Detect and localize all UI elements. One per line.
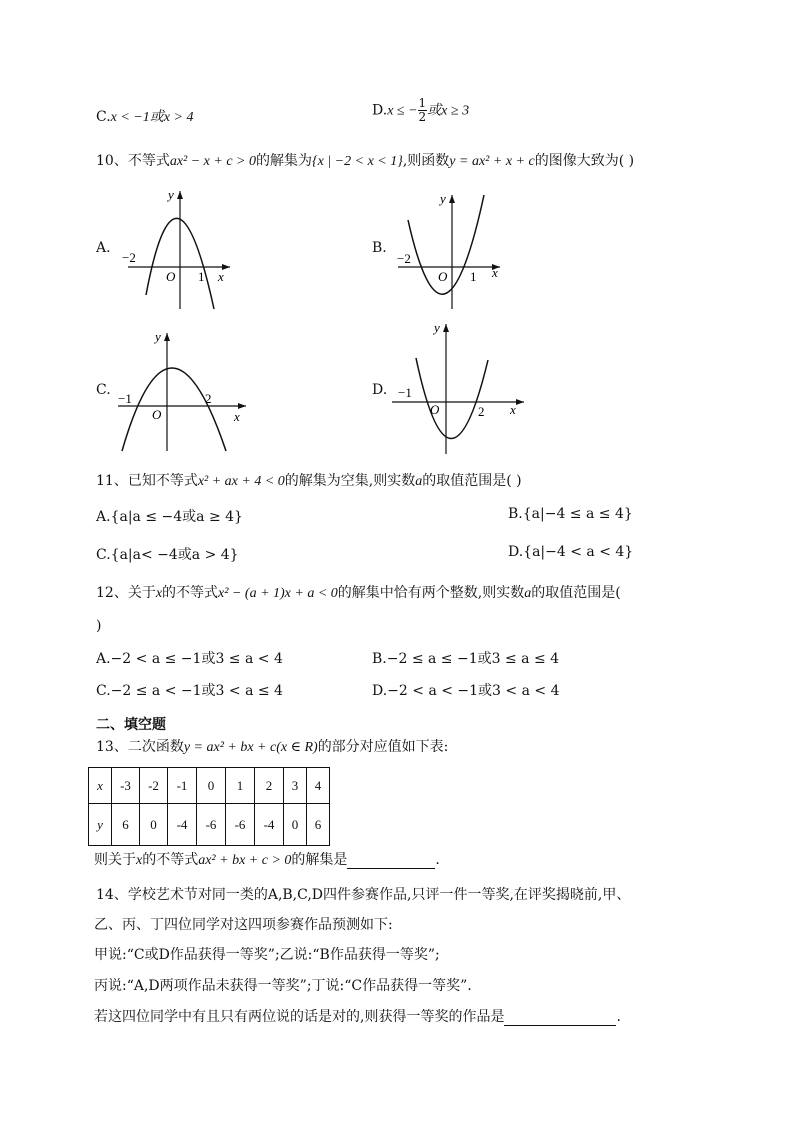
table-cell: -3: [112, 768, 140, 804]
parabola-curve: [122, 368, 226, 451]
q12-text: 的取值范围是(: [531, 585, 621, 601]
q14-period: .: [616, 1009, 621, 1025]
q9-option-c: [96, 106, 193, 126]
table-cell: -4: [168, 804, 197, 846]
y-axis-arrow: [443, 324, 449, 332]
q11-option-a: A.{a|a ≤ −4或a ≥ 4}: [96, 509, 243, 525]
left-root-label: −2: [397, 251, 411, 266]
q13-text: 的部分对应值如下表:: [317, 739, 449, 755]
graph-a: [112, 185, 242, 315]
q12-text: 的不等式: [162, 585, 219, 601]
q12-option-b: B.−2 ≤ a ≤ −1或3 ≤ a ≤ 4: [372, 651, 560, 667]
q11-option-d: D.{a|−4 < a < 4}: [508, 544, 634, 560]
q9-option-c-math: x < −1或x > 4: [110, 110, 194, 125]
q13-text: 二次函数: [127, 739, 184, 755]
origin-label: O: [430, 402, 440, 417]
graph-d: [388, 318, 528, 458]
y-axis-arrow: [177, 191, 183, 199]
q9-option-d: [372, 97, 469, 124]
question-number: 13、: [96, 739, 128, 755]
q13-text: 的不等式: [142, 852, 199, 868]
q14-text: 学校艺术节对同一类的A,B,C,D四件参赛作品,只评一件一等奖,在评奖揭晓前,甲、: [127, 887, 631, 903]
question-number: 14、: [96, 887, 128, 903]
q10-inequality: ax² − x + c > 0: [169, 154, 257, 169]
q13-function: y = ax² + bx + c(x ∈ R): [183, 740, 318, 755]
y-axis-arrow: [164, 333, 170, 341]
fraction-denominator: 2: [418, 110, 427, 124]
q11-text: 的解集为空集,则实数: [284, 473, 416, 489]
x-axis-label: x: [218, 269, 224, 284]
question-number: 10、: [96, 153, 128, 169]
q11-stem: [96, 470, 522, 490]
x-axis-label: x: [492, 265, 498, 280]
q14-line-2: 乙、丙、丁四位同学对这四项参赛作品预测如下:: [94, 917, 393, 933]
table-cell: -2: [140, 768, 168, 804]
q9-option-d-math-a: x ≤ −: [387, 103, 418, 119]
q11-option-b: B.{a|−4 ≤ a ≤ 4}: [508, 506, 633, 522]
left-root-label: −1: [118, 391, 132, 406]
table-cell: -1: [168, 768, 197, 804]
q9-option-d-fraction: [418, 97, 428, 124]
q14-text: 若这四位同学中有且只有两位说的话是对的,则获得一等奖的作品是: [94, 1009, 505, 1025]
q11-text: 的取值范围是( ): [422, 473, 522, 489]
question-number: 12、: [96, 585, 128, 601]
section-title: 二、填空题: [96, 717, 166, 733]
q10-function: y = ax² + x + c: [449, 154, 535, 169]
y-axis-label: y: [155, 329, 161, 344]
table-cell: -6: [197, 804, 226, 846]
q12-option-a: A.−2 < a ≤ −1或3 ≤ a < 4: [96, 651, 283, 667]
table-cell: 6: [112, 804, 140, 846]
table-cell: 0: [197, 768, 226, 804]
q11-inequality: x² + ax + 4 < 0: [197, 474, 285, 489]
q14-line-4: 丙说:“A,D两项作品未获得一等奖”;丁说:“C作品获得一等奖”.: [94, 978, 472, 994]
q14-answer-blank[interactable]: [504, 1011, 616, 1026]
y-axis-label: y: [440, 191, 446, 206]
q9-option-d-math-b: 或x ≥ 3: [427, 103, 470, 119]
y-axis-label: y: [434, 320, 440, 335]
x-axis-label: x: [510, 402, 516, 417]
q10-text: ,则函数: [402, 153, 450, 169]
q12-inequality: x² − (a + 1)x + a < 0: [218, 586, 338, 601]
origin-label: O: [152, 407, 162, 422]
table-cell: 0: [284, 804, 307, 846]
q12-variable-a: a: [524, 586, 532, 601]
right-root-label: 1: [470, 269, 477, 284]
q10-text: 的图像大致为( ): [534, 153, 635, 169]
q14-line-3: 甲说:“C或D作品获得一等奖”;乙说:“B作品获得一等奖”;: [94, 947, 440, 963]
q11-text: 已知不等式: [127, 473, 198, 489]
graph-b: [388, 185, 518, 315]
q11-option-c: C.{a|a< −4或a > 4}: [96, 547, 239, 563]
table-row-y: [89, 804, 330, 846]
graph-c-label: C.: [96, 382, 111, 398]
q13-variable: x: [136, 853, 143, 868]
x-axis-label: x: [234, 409, 240, 424]
table-cell: 4: [307, 768, 330, 804]
origin-label: O: [166, 269, 176, 284]
table-header-y: y: [89, 804, 112, 846]
graph-d-label: D.: [372, 382, 388, 398]
q13-text: 则关于: [94, 852, 136, 868]
origin-label: O: [438, 269, 448, 284]
table-cell: -6: [226, 804, 255, 846]
y-axis-label: y: [168, 187, 174, 202]
q13-period: .: [435, 852, 440, 868]
q12-close-paren: ): [96, 618, 102, 634]
q13-text: 的解集是: [291, 852, 348, 868]
table-cell: -4: [255, 804, 284, 846]
table-cell: 1: [226, 768, 255, 804]
right-root-label: 2: [478, 404, 485, 419]
table-cell: 3: [284, 768, 307, 804]
right-root-label: 1: [198, 269, 205, 284]
graph-a-label: A.: [96, 240, 111, 256]
q12-text: 关于: [127, 585, 156, 601]
right-root-label: 2: [205, 391, 212, 406]
graph-b-label: B.: [372, 240, 387, 256]
q13-answer-line: [94, 849, 440, 869]
graph-c: [112, 325, 252, 455]
y-axis-arrow: [449, 195, 455, 203]
x-axis-arrow: [516, 399, 524, 405]
question-number: 11、: [96, 473, 128, 489]
values-table: [88, 767, 330, 846]
left-root-label: −2: [122, 250, 136, 265]
q12-text: 的解集中恰有两个整数,则实数: [337, 585, 525, 601]
q14-line-1: [96, 884, 630, 904]
table-header-x: x: [89, 768, 112, 804]
q9-option-c-label: C.: [96, 109, 111, 125]
q10-text: 的解集为: [256, 153, 313, 169]
table-cell: 6: [307, 804, 330, 846]
parabola-curve: [416, 358, 488, 439]
q13-stem: [96, 736, 448, 756]
table-cell: 2: [255, 768, 284, 804]
q13-answer-blank[interactable]: [347, 854, 435, 869]
table-cell: 0: [140, 804, 168, 846]
fraction-numerator: 1: [418, 96, 427, 110]
left-root-label: −1: [398, 385, 412, 400]
q13-inequality: ax² + bx + c > 0: [198, 853, 292, 868]
q12-variable-x: x: [155, 586, 163, 601]
q10-text: 不等式: [127, 153, 170, 169]
q12-option-d: D.−2 < a < −1或3 < a < 4: [372, 683, 560, 699]
table-row-x: [89, 768, 330, 804]
q10-stem: [96, 150, 634, 170]
q12-option-c: C.−2 ≤ a < −1或3 < a ≤ 4: [96, 683, 283, 699]
q12-stem: [96, 582, 621, 602]
q10-solution-set: {x | −2 < x < 1}: [312, 154, 403, 169]
q9-option-d-label: D.: [372, 102, 388, 119]
q11-variable: a: [415, 474, 423, 489]
q14-line-5: [94, 1006, 621, 1026]
